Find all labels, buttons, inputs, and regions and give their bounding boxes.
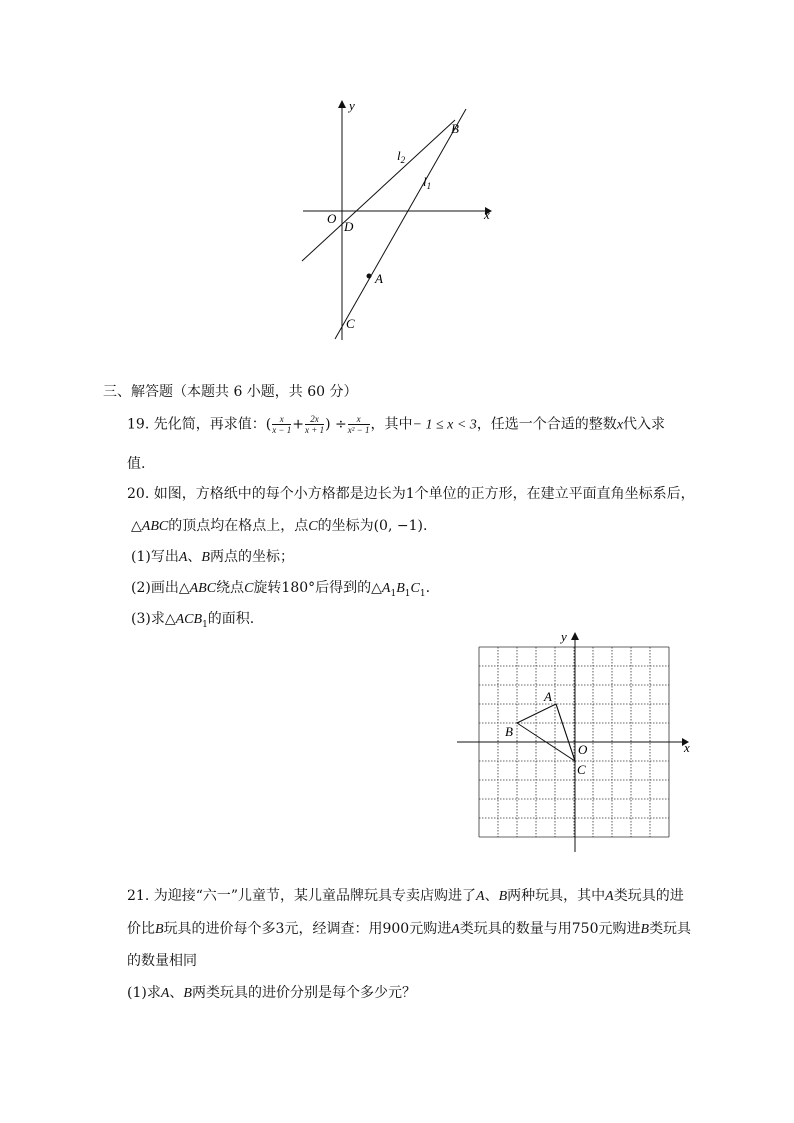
figure-1-lines <box>295 95 505 345</box>
q21-p1-a: (1)求 <box>127 985 161 1001</box>
q21-p1-B: B <box>183 986 192 1001</box>
triangle-side-ac <box>556 704 575 761</box>
figure1-origin-label: O <box>327 211 337 226</box>
figure1-point-b-label: B <box>451 121 459 136</box>
q20-p2-C: C <box>244 581 254 596</box>
q21-l1-a: 21. 为迎接“六一”儿童节，某儿童品牌玩具专卖店购进了 <box>127 888 477 904</box>
q20-line2-b: 的顶点均在格点上，点 <box>168 518 309 534</box>
q20-sub-1a: 1 <box>390 588 397 599</box>
point-a-dot <box>367 274 372 279</box>
q21-l1-c: 两种玩具，其中 <box>507 888 606 904</box>
q20-p1-a: (1)写出 <box>131 549 179 565</box>
question-20-part3 <box>131 609 254 635</box>
q19-div: ) ÷ <box>325 416 347 433</box>
q20-line2-d: 的坐标为(0, −1). <box>317 518 428 534</box>
q21-l2-B: B <box>155 922 164 937</box>
q19-f3-den: x² − 1 <box>347 425 370 435</box>
question-21-line1 <box>127 886 684 907</box>
figure-2-grid <box>455 628 695 856</box>
grid-y-axis-arrow-icon <box>571 632 579 640</box>
figure1-point-d-label: D <box>344 219 354 234</box>
section-3-heading: 三、解答题（本题共 6 小题，共 60 分） <box>103 384 358 400</box>
q20-p1-B: B <box>201 550 210 565</box>
q20-p2-B1: B <box>396 581 405 596</box>
q21-l1-B: B <box>498 889 508 904</box>
q20-p3-b: 的面积. <box>207 611 255 627</box>
q21-l1-A: A <box>476 889 485 904</box>
q20-p1-A: A <box>178 550 188 565</box>
question-21-part1 <box>127 983 416 1004</box>
grid-y-label: y <box>561 629 567 644</box>
grid-point-a-label: A <box>544 689 552 704</box>
q19-condition: − 1 ≤ x < 3 <box>412 417 477 433</box>
figure1-point-c-label: C <box>346 316 355 331</box>
question-20-part1 <box>131 547 294 568</box>
q20-point-c: C <box>308 519 318 534</box>
q20-p1-b: 、 <box>187 549 202 565</box>
q19-tail-a: ，任选一个合适的整数 <box>476 416 617 433</box>
question-19-line2: 值. <box>127 456 146 472</box>
line-l2 <box>302 120 455 261</box>
grid-x-label: x <box>684 740 690 755</box>
question-21-line3: 的数量相同 <box>127 953 197 969</box>
grid-point-b-label: B <box>505 724 513 739</box>
q20-p2-A1: A <box>381 581 391 596</box>
grid-origin-label: O <box>578 742 588 757</box>
q20-p1-c: 两点的坐标； <box>209 549 294 565</box>
q19-fraction-1 <box>272 414 291 435</box>
figure1-l1-label: $l_1$ <box>423 174 432 191</box>
figure1-y-label: y <box>349 98 355 113</box>
q21-l2-B2: B <box>640 922 650 937</box>
q21-l2-d: 类玩具 <box>649 921 692 937</box>
q19-f3-num: x <box>348 414 370 425</box>
figure1-x-label: x <box>484 207 490 222</box>
q19-f1-num: x <box>272 414 291 425</box>
q20-p3-sub: 1 <box>202 619 208 630</box>
q21-l2-c: 类玩具的数量与用750元购进 <box>459 921 641 937</box>
q20-p3-AC: AC <box>175 612 194 627</box>
q20-p3-a: (3)求△ <box>131 611 176 627</box>
triangle-abc <box>517 704 575 761</box>
q19-prefix: 19. 先化简，再求值：( <box>127 416 272 433</box>
figure1-point-a-label: A <box>375 271 383 286</box>
q21-p1-c: 两类玩具的进价分别是每个多少元？ <box>191 985 416 1001</box>
q19-f2-den: x + 1 <box>305 425 325 435</box>
question-20-line1: 20. 如图，方格纸中的每个小方格都是边长为1个单位的正方形，在建立平面直角坐标系后， <box>127 486 695 502</box>
q20-p2-C1: C <box>410 581 420 596</box>
q19-f1-den: x − 1 <box>272 425 292 435</box>
question-20-line2 <box>131 516 427 537</box>
q21-l2-a: 价比 <box>127 921 155 937</box>
q20-p2-abc: ABC <box>189 581 217 596</box>
line-l1 <box>335 109 466 339</box>
q19-plus: + <box>292 416 304 433</box>
q21-p1-A: A <box>160 986 170 1001</box>
q21-l2-b: 玩具的进价每个多3元，经调查：用900元购进 <box>163 921 452 937</box>
q20-sub-1b: 1 <box>404 588 411 599</box>
q21-l2-A: A <box>451 922 460 937</box>
q20-p2-b: 绕点 <box>216 580 245 596</box>
q20-p3-B: B <box>193 612 203 627</box>
q20-abc: ABC <box>141 519 169 534</box>
q20-p2-c: 旋转180°后得到的△ <box>253 580 382 596</box>
q20-triangle-symbol: △ <box>131 518 142 534</box>
figure1-l2-label: $l_2$ <box>397 148 406 165</box>
q21-l1-A2: A <box>605 889 614 904</box>
q20-p2-end: . <box>425 580 431 596</box>
q21-l1-b: 、 <box>484 888 499 904</box>
q19-tail-b: 代入求 <box>623 416 666 433</box>
grid-point-c-label: C <box>577 762 586 777</box>
q19-mid: ，其中 <box>370 416 413 433</box>
question-20-part2 <box>131 578 430 604</box>
question-21-line2 <box>127 919 691 940</box>
q19-fraction-2 <box>305 414 324 435</box>
q19-var-x: x <box>616 417 624 433</box>
q20-p2-a: (2)画出△ <box>131 580 190 596</box>
q19-f2-num: 2x <box>305 414 324 425</box>
question-19-line1 <box>127 414 665 436</box>
q21-p1-b: 、 <box>169 985 184 1001</box>
q20-sub-1c: 1 <box>419 588 426 599</box>
q19-fraction-3 <box>348 414 370 435</box>
y-axis-arrow-icon <box>338 100 346 108</box>
q21-l1-d: 类玩具的进 <box>613 888 684 904</box>
